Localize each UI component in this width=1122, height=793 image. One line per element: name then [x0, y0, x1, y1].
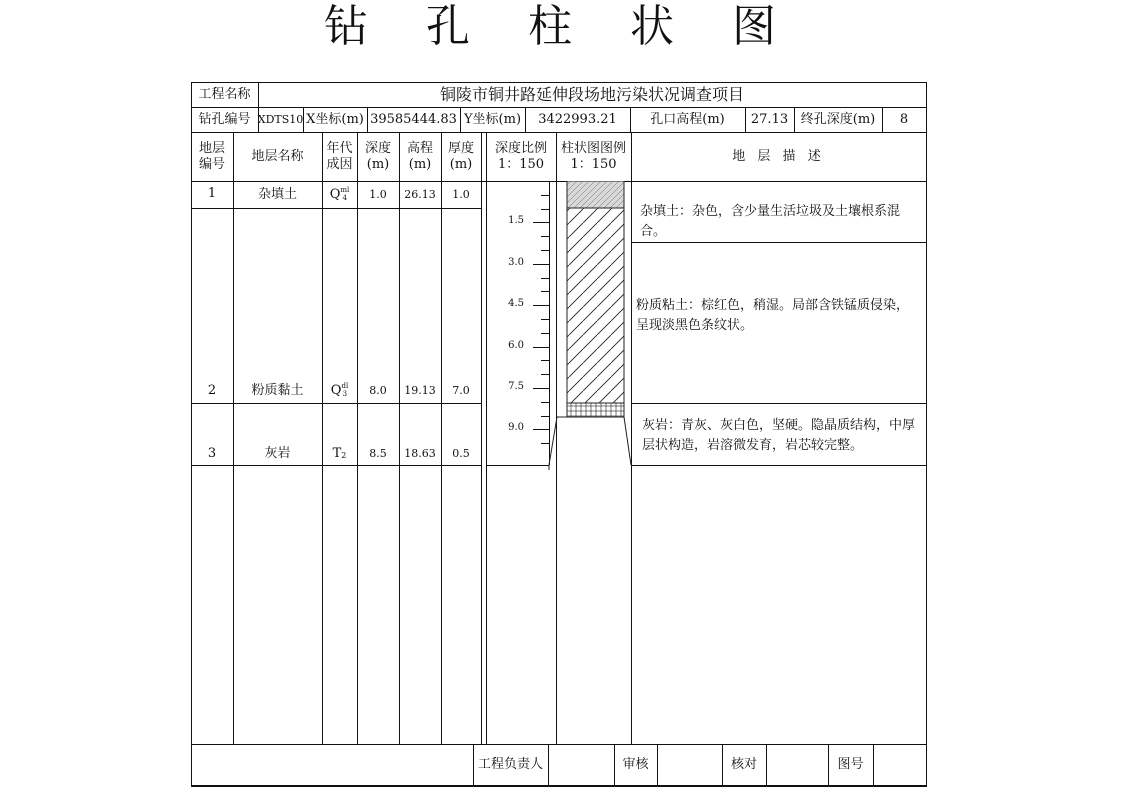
footer-drawing-no-label: 图号: [837, 756, 864, 772]
header-description: 地 层 描 述: [732, 148, 825, 164]
layer-1-elevation: 26.13: [404, 187, 436, 201]
layer-1-name: 杂填土: [257, 186, 297, 202]
layer-1-description: 杂填土：杂色，含少量生活垃圾及土壤根系混合。: [640, 204, 901, 239]
layer-2-fill: [567, 208, 624, 403]
page-title: 钻 孔 柱 状 图: [324, 1, 798, 52]
layer-2-description: 粉质粘土：棕红色，稍湿。局部含铁锰质侵染，呈现淡黑色条纹状。: [636, 298, 910, 333]
project-name-label: 工程名称: [198, 86, 251, 102]
layer-1-fill: [567, 181, 624, 208]
layer-3-name: 灰岩: [264, 445, 291, 461]
borehole-id-label: 钻孔编号: [198, 111, 251, 127]
collar-elevation: 27.13: [750, 111, 789, 127]
layer-3-fill: [567, 403, 624, 417]
footer-check-label: 核对: [730, 756, 757, 772]
header-depth: 深度 (m): [364, 140, 391, 172]
collar-elevation-label: 孔口高程(m): [650, 111, 725, 127]
layer-3-description: 灰岩：青灰、灰白色，坚硬。隐晶质结构，中厚层状构造，岩溶微发育，岩芯较完整。: [642, 418, 916, 453]
layer-1-age: Q ml 4: [329, 185, 350, 202]
borehole-id: XDTS10: [257, 112, 304, 126]
final-depth: 8: [899, 111, 909, 127]
header-depth-scale: 深度比例 1：150: [494, 140, 547, 172]
depth-tick-label: 4.5: [508, 298, 524, 309]
layer-1-depth: 1.0: [369, 187, 387, 201]
final-depth-label: 终孔深度(m): [800, 111, 876, 127]
depth-tick-label: 3.0: [508, 257, 524, 268]
layer-3-age: T 2: [332, 445, 347, 461]
layer-1-no: 1: [207, 185, 217, 201]
header-age: 年代 成因: [326, 140, 353, 172]
y-coordinate-label: Y坐标(m): [463, 111, 522, 127]
header-elevation: 高程 (m): [406, 140, 433, 172]
layer-2-depth: 8.0: [369, 383, 387, 397]
project-name: 铜陵市铜井路延伸段场地污染状况调查项目: [439, 84, 744, 104]
header-layer-no: 地层 编号: [198, 140, 225, 172]
layer-3-elevation: 18.63: [404, 446, 436, 460]
x-coordinate-label: X坐标(m): [306, 111, 364, 127]
layer-2-elevation: 19.13: [404, 383, 436, 397]
layer-1-thickness: 1.0: [452, 187, 470, 201]
header-layer-name: 地层名称: [251, 148, 304, 164]
layer-3-no: 3: [207, 445, 217, 461]
layer-3-thickness: 0.5: [452, 446, 470, 460]
header-thickness: 厚度 (m): [447, 140, 474, 172]
y-coordinate: 3422993.21: [538, 111, 617, 127]
column-graphic: [541, 181, 633, 471]
layer-2-thickness: 7.0: [452, 383, 470, 397]
footer-leader-label: 工程负责人: [477, 756, 543, 772]
x-coordinate: 39585444.83: [370, 111, 457, 127]
layer-3-depth: 8.5: [369, 446, 387, 460]
depth-tick-label: 6.0: [508, 340, 524, 351]
layer-2-name: 粉质黏土: [251, 382, 304, 398]
footer-review-label: 审核: [622, 756, 649, 772]
header-column-scale: 柱状图图例 1：150: [560, 140, 626, 172]
depth-tick-label: 1.5: [508, 215, 524, 226]
depth-tick-label: 7.5: [508, 381, 524, 392]
layer-2-no: 2: [207, 382, 217, 398]
depth-tick-label: 9.0: [508, 422, 524, 433]
layer-2-age: Q dl 3: [330, 381, 349, 398]
